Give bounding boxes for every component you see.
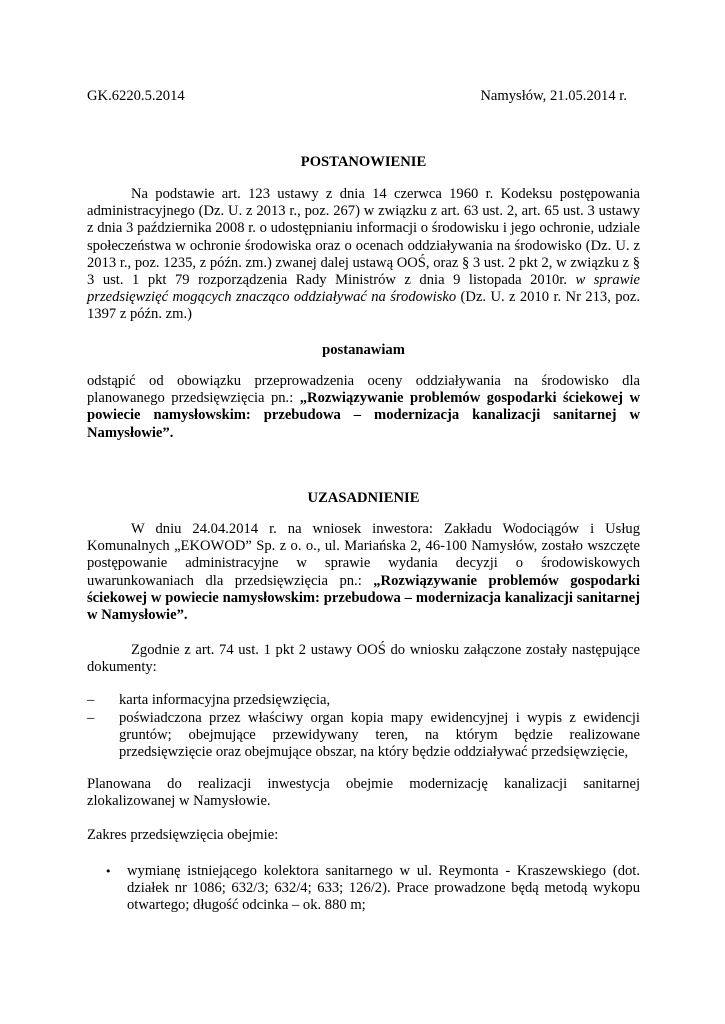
- dash-mark: –: [87, 692, 95, 708]
- justification-text: W dniu 24.04.2014 r. na wniosek inwestora: Zakładu Wodociągów i Usług Komunalnych „EKOWOD” Sp. z o. o., ul. Mariańska 2, 46-100 Namysłów, zostało wszczęte postępowanie administracyjne w sprawie wydania decyzji o środowiskowych uwarunkowaniach dla przedsięwzięcia pn.:: [87, 521, 640, 589]
- intro-regulation-title: w sprawie przedsięwzięć mogących znacząco oddziaływać na środowisko: [87, 272, 640, 306]
- case-reference: GK.6220.5.2014: [87, 88, 185, 104]
- intro-paragraph: [87, 186, 640, 324]
- justification-paragraph-2: Zgodnie z art. 74 ust. 1 pkt 2 ustawy OOŚ do wniosku załączone zostały następujące dokumenty:: [87, 642, 640, 676]
- justification-paragraph-4: Zakres przedsięwzięcia obejmie:: [87, 827, 279, 843]
- justification-paragraph-1: [87, 521, 640, 624]
- scope-list-item: [105, 863, 640, 915]
- decision-paragraph: [87, 373, 640, 442]
- document-list-item: [87, 710, 640, 762]
- decision-text: odstąpić od obowiązku przeprowadzenia oceny oddziaływania na środowisko dla planowanego przedsięwzięcia pn.:: [87, 373, 640, 407]
- justification-project-name: „Rozwiązywanie problemów gospodarki ściekowej w powiecie namysłowskim: przebudowa – modernizacja kanalizacji sanitarnej w Namysłowie”.: [87, 572, 640, 624]
- bullet-icon: •: [105, 865, 112, 878]
- place-and-date: Namysłów, 21.05.2014 r.: [480, 88, 627, 104]
- title-uzasadnienie: UZASADNIENIE: [307, 490, 420, 506]
- justification-paragraph-3: Planowana do realizacji inwestycja obejmie modernizację kanalizacji sanitarnej zlokalizowanej w Namysłowie.: [87, 776, 640, 810]
- dash-mark: –: [87, 710, 95, 726]
- document-list-item-text: poświadczona przez właściwy organ kopia mapy ewidencyjnej i wypis z ewidencji gruntów; obejmujące przewidywany teren, na którym będzie realizowane przedsięwzięcie oraz obejmujące obszar, na który będzie oddziaływać przedsięwzięcie,: [119, 710, 640, 761]
- document-list-item: [87, 692, 640, 709]
- decision-project-name: „Rozwiązywanie problemów gospodarki ściekowej w powiecie namysłowskim: przebudowa – modernizacja kanalizacji sanitarnej w Namysłowie”.: [87, 390, 640, 441]
- title-postanawiam: postanawiam: [322, 342, 405, 358]
- intro-text: Na podstawie art. 123 ustawy z dnia 14 czerwca 1960 r. Kodeksu postępowania administracyjnego (Dz. U. z 2013 r., poz. 267) w związku z art. 63 ust. 2, art. 65 ust. 3 ustawy z dnia 3 października 2008 r. o udostępnianiu informacji o środowisku i jego ochronie, udziale społeczeństwa w ochronie środowiska oraz o ocenach oddziaływania na środowisko (Dz. U. z 2013 r., poz. 1235, z późn. zm.) zwanej dalej ustawą OOŚ, oraz § 3 ust. 2 pkt 2, w związku z § 3 ust. 1 pkt 79 rozporządzenia Rady Ministrów z dnia 9 listopada 2010r.: [87, 186, 640, 289]
- intro-text-end: (Dz. U. z 2010 r. Nr 213, poz. 1397 z późn. zm.): [87, 289, 640, 323]
- scope-list-item-text: wymianę istniejącego kolektora sanitarnego w ul. Reymonta - Kraszewskiego (dot. działek nr 1086; 632/3; 632/4; 633; 126/2). Prace prowadzone będą metodą wykopu otwartego; długość odcinka – ok. 880 m;: [127, 863, 640, 914]
- document-list-item-text: karta informacyjna przedsięwzięcia,: [119, 692, 331, 708]
- title-postanowienie: POSTANOWIENIE: [300, 154, 427, 170]
